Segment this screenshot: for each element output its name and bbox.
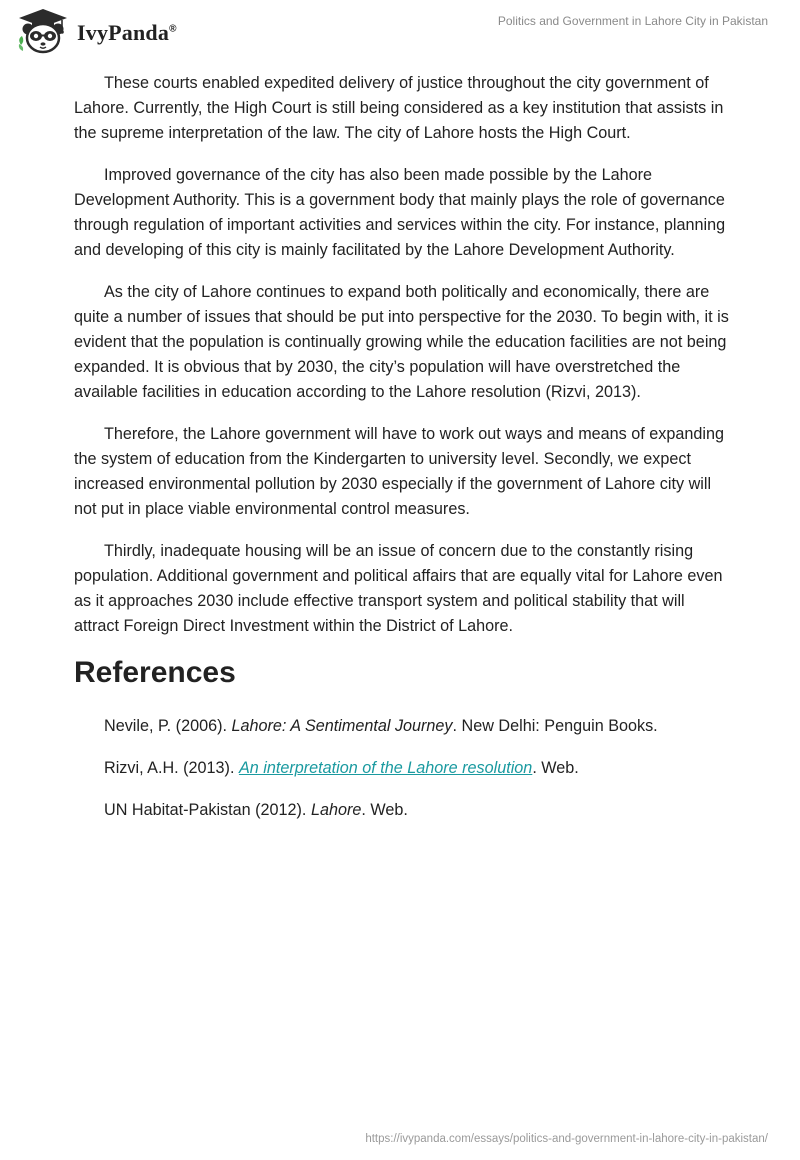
- reference-item-2: [74, 756, 734, 780]
- essay-content: [74, 71, 734, 840]
- reference-1-title: Lahore: A Sentimental Journey: [231, 717, 453, 735]
- paragraph-5: Thirdly, inadequate housing will be an issue of concern due to the constantly rising population. Additional government and political affairs that are equally vital for Lahore even as it approaches 2030 include effective transport system and political stability that will attract Foreign Direct Investment within the District of Lahore.: [74, 542, 723, 635]
- reference-1-suffix: . New Delhi: Penguin Books.: [452, 717, 658, 735]
- registered-mark: ®: [169, 23, 177, 35]
- reference-item-1: [74, 714, 734, 738]
- reference-1-prefix: Nevile, P. (2006).: [104, 717, 232, 735]
- reference-item-3: [74, 798, 734, 822]
- paragraph-2: Improved governance of the city has also been made possible by the Lahore Development Authority. This is a government body that mainly plays the role of governance through regulation of important activities and services within the city. For instance, planning and developing of this city is mainly facilitated by the Lahore Development Authority.: [74, 166, 726, 259]
- reference-3-prefix: UN Habitat-Pakistan (2012).: [104, 801, 311, 819]
- page-header: [0, 0, 800, 60]
- references-heading: References: [74, 656, 236, 689]
- paragraph-4: Therefore, the Lahore government will have to work out ways and means of expanding the system of education from the Kindergarten to university level. Secondly, we expect increased environmental pollution by 2030 especially if the government of Lahore city will not put in place viable environmental control measures.: [74, 425, 724, 518]
- footer-source-url: https://ivypanda.com/essays/politics-and-government-in-lahore-city-in-pakistan/: [365, 1133, 768, 1145]
- paragraph-3: As the city of Lahore continues to expand both politically and economically, there are quite a number of issues that should be put into perspective for the 2030. To begin with, it is evident that the population is continually growing while the education facilities are not being expanded. It is obvious that by 2030, the city’s population will have overstretched the available facilities in education according to the Lahore resolution (Rizvi, 2013).: [74, 283, 729, 401]
- reference-2-link[interactable]: An interpretation of the Lahore resolution: [238, 759, 533, 777]
- reference-2-prefix: Rizvi, A.H. (2013).: [104, 759, 239, 777]
- reference-3-suffix: . Web.: [361, 801, 408, 819]
- reference-2-suffix: . Web.: [532, 759, 579, 777]
- ivypanda-logo[interactable]: [15, 7, 177, 55]
- panda-graduate-icon: [15, 7, 71, 55]
- reference-3-title: Lahore: [310, 801, 362, 819]
- paragraph-1: These courts enabled expedited delivery of justice throughout the city government of Lahore. Currently, the High Court is still being considered as a key institution that assists in the supreme interpretation of the law. The city of Lahore hosts the High Court.: [74, 74, 724, 142]
- running-title: Politics and Government in Lahore City in Pakistan: [497, 14, 768, 28]
- brand-name: IvyPanda®: [77, 20, 177, 45]
